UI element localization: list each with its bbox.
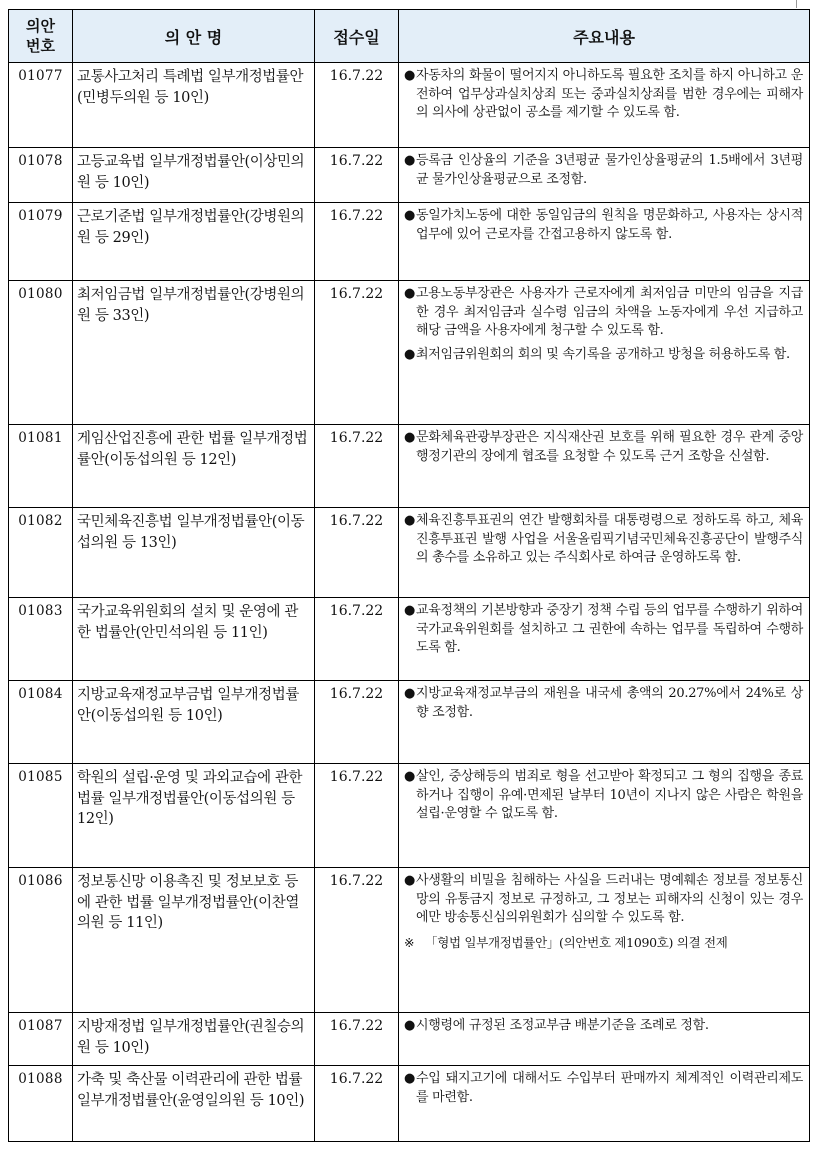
bill-number: 01087 [9, 1013, 73, 1066]
table-row [9, 425, 810, 508]
header-received-date: 접수일 [315, 10, 399, 63]
received-date: 16.7.22 [315, 203, 399, 281]
main-content [399, 203, 810, 281]
content-point-text: 등록금 인상율의 기준을 3년평균 물가인상율평균의 1.5배에서 3년평균 물가인상율평균으로 조정함. [416, 153, 803, 187]
content-point [403, 152, 803, 189]
bill-title: 국가교육위원회의 설치 및 운영에 관한 법률안(안민석의원 등 11인) [73, 598, 315, 681]
received-date: 16.7.22 [315, 281, 399, 425]
bill-number: 01079 [9, 203, 73, 281]
bill-title: 게임산업진흥에 관한 법률 일부개정법률안(이동섭의원 등 12인) [73, 425, 315, 508]
header-bill-number [9, 10, 73, 63]
bill-title: 교통사고처리 특례법 일부개정법률안(민병두의원 등 10인) [73, 63, 315, 148]
content-point-text: 수입 돼지고기에 대해서도 수입부터 판매까지 체계적인 이력관리제도를 마련함. [416, 1071, 803, 1105]
bill-number: 01085 [9, 764, 73, 868]
content-point-text: 체육진흥투표권의 연간 발행회차를 대통령령으로 정하도록 하고, 체육진흥투표권 발행 사업을 서울올림픽기념국민체육진흥공단이 발행주식의 총수를 소유하고 있는 주식회사로 하여금 운영하도록 함. [416, 513, 803, 566]
content-point [403, 685, 803, 722]
content-point [403, 429, 803, 466]
content-point [403, 207, 803, 244]
content-point-text: 문화체육관광부장관은 지식재산권 보호를 위해 필요한 경우 관계 중앙행정기관의 장에게 협조를 요청할 수 있도록 근거 조항을 신설함. [416, 430, 803, 464]
table-row [9, 1013, 810, 1066]
received-date: 16.7.22 [315, 148, 399, 203]
table-row [9, 764, 810, 868]
received-date: 16.7.22 [315, 868, 399, 1013]
received-date: 16.7.22 [315, 508, 399, 598]
table-row [9, 1066, 810, 1142]
bill-number: 01082 [9, 508, 73, 598]
received-date: 16.7.22 [315, 425, 399, 508]
bullet-icon: ● [404, 153, 416, 168]
page-edge-line [796, 0, 797, 8]
bullet-icon: ● [404, 346, 416, 362]
received-date: 16.7.22 [315, 1066, 399, 1142]
bill-title: 지방교육재정교부금법 일부개정법률안(이동섭의원 등 10인) [73, 681, 315, 764]
content-point-text: 교육정책의 기본방향과 중장기 정책 수립 등의 업무를 수행하기 위하여 국가교육위원회를 설치하고 그 권한에 속하는 업무를 독립하여 수행하도록 함. [416, 603, 803, 656]
bullet-icon: ● [404, 1071, 416, 1086]
content-point [403, 768, 803, 824]
content-point [403, 512, 803, 568]
received-date: 16.7.22 [315, 63, 399, 148]
content-point-text: 자동차의 화물이 떨어지지 아니하도록 필요한 조치를 하지 아니하고 운전하여 업무상과실치상죄 또는 중과실치상죄를 범한 경우에는 피해자의 의사에 상관없이 공소를 제기할 수 있도록 함. [416, 68, 803, 121]
main-content [399, 598, 810, 681]
content-point-text: 고용노동부장관은 사용자가 근로자에게 최저임금 미만의 임금을 지급한 경우 최저임금과 실수령 임금의 차액을 노동자에게 우선 지급하고 해당 금액을 사용자에게 청구할 수 있도록 함. [416, 286, 803, 339]
bullet-icon: ● [404, 873, 416, 888]
content-point [403, 285, 803, 341]
bullet-icon: ● [404, 686, 416, 701]
content-point-text: 최저임금위원회의 회의 및 속기록을 공개하고 방청을 허용하도록 함. [416, 346, 790, 362]
content-point-text: 동일가치노동에 대한 동일임금의 원칙을 명문화하고, 사용자는 상시적 업무에 있어 근로자를 간접고용하지 않도록 함. [416, 208, 803, 242]
received-date: 16.7.22 [315, 1013, 399, 1066]
bill-number: 01080 [9, 281, 73, 425]
content-point-text: 시행령에 규정된 조정교부금 배분기준을 조례로 정함. [416, 1018, 709, 1033]
content-point-text: 지방교육재정교부금의 재원을 내국세 총액의 20.27%에서 24%로 상향 조정함. [416, 686, 803, 720]
received-date: 16.7.22 [315, 764, 399, 868]
bullet-icon: ● [404, 68, 416, 83]
content-point [403, 602, 803, 658]
bill-title: 최저임금법 일부개정법률안(강병원의원 등 33인) [73, 281, 315, 425]
note-mark-icon: ※ [404, 934, 415, 950]
table-header-row [9, 10, 810, 63]
content-point [403, 1017, 803, 1036]
main-content [399, 764, 810, 868]
main-content [399, 281, 810, 425]
bill-number: 01078 [9, 148, 73, 203]
table-row [9, 63, 810, 148]
bullet-icon: ● [404, 603, 416, 618]
bill-title: 고등교육법 일부개정법률안(이상민의원 등 10인) [73, 148, 315, 203]
bullet-icon: ● [404, 1018, 416, 1033]
table-row [9, 508, 810, 598]
bill-number: 01086 [9, 868, 73, 1013]
bill-number: 01083 [9, 598, 73, 681]
bill-table [8, 9, 810, 1142]
main-content [399, 1013, 810, 1066]
bill-number: 01077 [9, 63, 73, 148]
received-date: 16.7.22 [315, 681, 399, 764]
bill-title: 학원의 설립·운영 및 과외교습에 관한 법률 일부개정법률안(이동섭의원 등 12인) [73, 764, 315, 868]
main-content [399, 868, 810, 1013]
table-row [9, 598, 810, 681]
content-point [403, 1070, 803, 1107]
bill-number: 01081 [9, 425, 73, 508]
table-row [9, 868, 810, 1013]
main-content [399, 508, 810, 598]
content-point-text: 사생활의 비밀을 침해하는 사실을 드러내는 명예훼손 정보를 정보통신망의 유통금지 정보로 규정하고, 그 정보는 피해자의 신청이 있는 경우에만 방송통신심의위원회가 심의할 수 있도록 함. [416, 873, 803, 926]
bullet-icon: ● [404, 430, 416, 445]
bill-title: 지방재정법 일부개정법률안(권칠승의원 등 10인) [73, 1013, 315, 1066]
table-row [9, 148, 810, 203]
main-content [399, 63, 810, 148]
bullet-icon: ● [404, 769, 416, 784]
bill-number: 01084 [9, 681, 73, 764]
table-row [9, 203, 810, 281]
bill-title: 근로기준법 일부개정법률안(강병원의원 등 29인) [73, 203, 315, 281]
main-content [399, 148, 810, 203]
main-content [399, 681, 810, 764]
main-content [399, 425, 810, 508]
table-row [9, 681, 810, 764]
bill-number: 01088 [9, 1066, 73, 1142]
main-content [399, 1066, 810, 1142]
content-note [403, 934, 803, 953]
bill-title: 가축 및 축산물 이력관리에 관한 법률 일부개정법률안(윤영일의원 등 10인) [73, 1066, 315, 1142]
header-main-content: 주요내용 [399, 10, 810, 63]
received-date: 16.7.22 [315, 598, 399, 681]
bullet-icon: ● [404, 513, 416, 528]
content-point [403, 872, 803, 928]
bullet-icon: ● [404, 208, 416, 223]
content-point [403, 67, 803, 123]
header-bill-number-label: 의안 번호 [26, 17, 55, 55]
bill-title: 국민체육진흥법 일부개정법률안(이동섭의원 등 13인) [73, 508, 315, 598]
content-point-text: 살인, 중상해등의 범죄로 형을 선고받아 확정되고 그 형의 집행을 종료하거나 집행이 유예·면제된 날부터 10년이 지나지 않은 사람은 학원을 설립·운영할 수 없도록 함. [416, 769, 803, 822]
content-note-text: 「형법 일부개정법률안」(의안번호 제1090호) 의결 전제 [425, 934, 728, 950]
header-bill-title: 의 안 명 [73, 10, 315, 63]
bill-title: 정보통신망 이용촉진 및 정보보호 등에 관한 법률 일부개정법률안(이찬열의원 등 11인) [73, 868, 315, 1013]
content-point [403, 346, 803, 365]
table-row [9, 281, 810, 425]
bullet-icon: ● [404, 286, 416, 301]
